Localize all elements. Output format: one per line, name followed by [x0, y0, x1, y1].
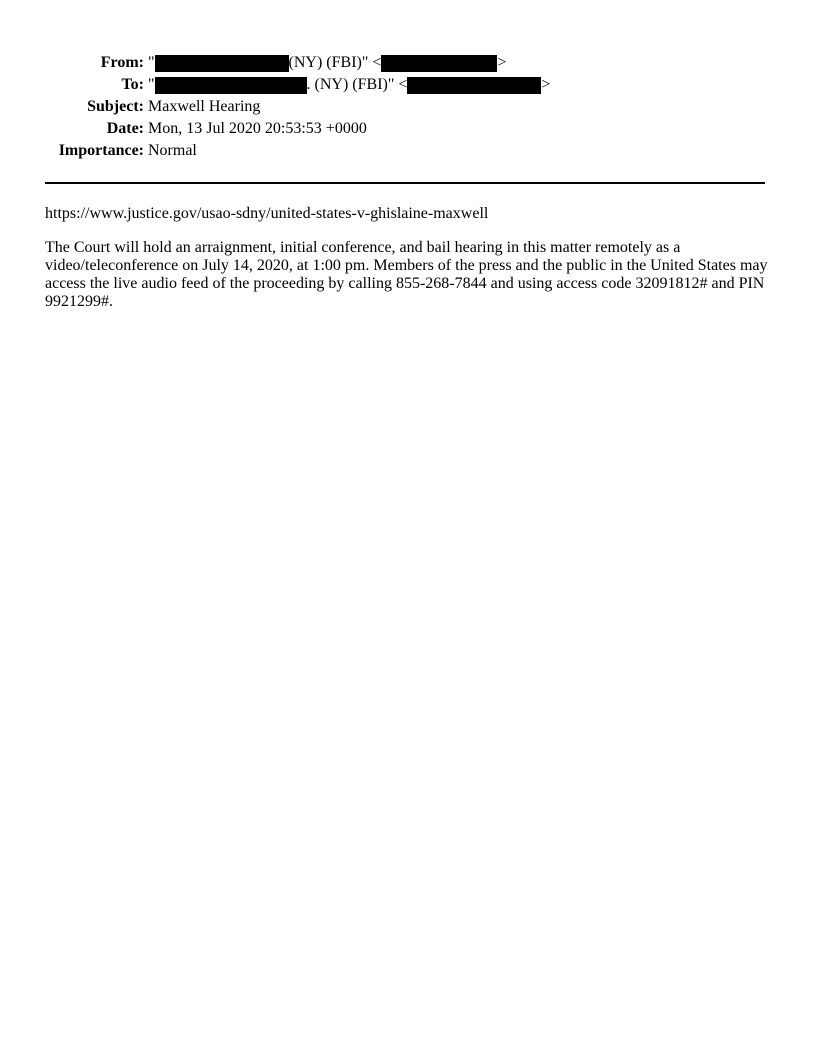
- from-row: [0, 52, 816, 74]
- redaction-block: [155, 55, 289, 72]
- from-suffix: >: [497, 54, 507, 71]
- date-value: Mon, 13 Jul 2020 20:53:53 +0000: [148, 120, 367, 137]
- importance-value: Normal: [148, 142, 197, 159]
- subject-label: Subject:: [87, 98, 144, 115]
- date-label: Date:: [106, 120, 144, 137]
- body-paragraph: The Court will hold an arraignment, initial conference, and bail hearing in this matter remotely as a video/teleconference on July 14, 2020, at 1:00 pm. Members of the press and the public in the United States may access the live audio feed of the proceeding by calling 855-268-7844 and using access code 32091812# and PIN 9921299#.: [45, 239, 768, 310]
- email-body: [45, 205, 775, 327]
- to-value: [148, 74, 550, 96]
- header-divider: [45, 182, 765, 184]
- importance-label: Importance:: [58, 142, 144, 159]
- to-middle: . (NY) (FBI)" <: [306, 76, 408, 93]
- redaction-block: [381, 55, 497, 72]
- to-quote: ": [148, 76, 155, 93]
- subject-value: Maxwell Hearing: [148, 98, 261, 115]
- email-headers: [0, 52, 816, 162]
- from-middle: (NY) (FBI)" <: [288, 54, 382, 71]
- redaction-block: [155, 77, 307, 94]
- redaction-block: [407, 77, 541, 94]
- from-label: From:: [100, 54, 144, 71]
- to-label: To:: [121, 76, 144, 93]
- body-link: https://www.justice.gov/usao-sdny/united-states-v-ghislaine-maxwell: [45, 205, 489, 222]
- to-suffix: >: [541, 76, 551, 93]
- from-quote: ": [148, 54, 155, 71]
- subject-row: [0, 96, 816, 118]
- to-row: [0, 74, 816, 96]
- importance-row: [0, 140, 816, 162]
- from-value: [148, 52, 506, 74]
- date-row: [0, 118, 816, 140]
